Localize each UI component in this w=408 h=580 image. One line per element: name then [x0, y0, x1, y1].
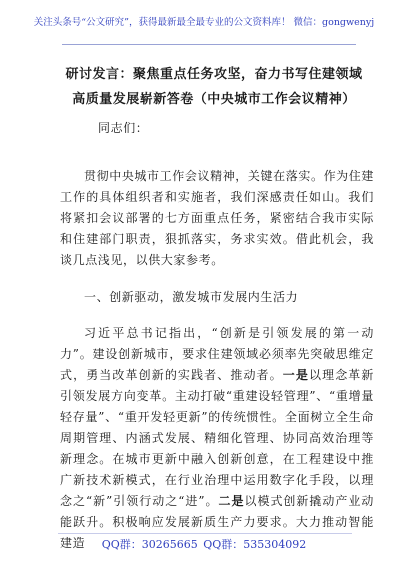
- bold-marker-1: 一是: [282, 368, 309, 382]
- body-text-1: 习近平总书记指出，“创新是引领发展的第一动力”。建设创新城市，要求住建领域必须率先突破思维定式，勇当改革创新的实践者、推动者。: [60, 326, 374, 382]
- footer-divider: [58, 533, 352, 534]
- body-text-3: 以模式创新撬动产业动能跃升。积极响应发展新质生产力要求。大力推动智能建造: [60, 494, 374, 550]
- footer-contact: QQ群：30265665 QQ群：535304092: [101, 538, 307, 551]
- header-notice: 关注头条号“公文研究”，获得最新最全最专业的公文资料库！ 微信：gongwenyj: [33, 17, 375, 28]
- body-paragraph: [60, 323, 374, 554]
- header-divider: [62, 44, 356, 45]
- document-body: [60, 118, 374, 554]
- bold-marker-2: 二是: [218, 494, 245, 508]
- salutation: 同志们：: [98, 121, 149, 135]
- section-heading: 一、创新驱动，激发城市发展内生活力: [84, 290, 299, 304]
- page-footer: [0, 530, 408, 570]
- document-title: 研讨发言：聚焦重点任务攻坚，奋力书写住建领域高质量发展崭新答卷（中央城市工作会议精神）: [65, 67, 363, 107]
- body-text-2: 以理念革新引领发展方向变革。主动打破“重建设轻管理”、“重增量轻存量”、“重开发轻更新”的传统惯性。全面树立全生命周期管理、内涵式发展、精细化管理、协同高效治理等新理念。在城市更新中融入创新创意，在工程建设中推广新技术新模式，在行业治理中运用数字化手段，以理念之“新”引领行动之“进”。: [60, 368, 374, 508]
- intro-paragraph: 贯彻中央城市工作会议精神，关键在落实。作为住建工作的具体组织者和实施者，我们深感责任如山。我们将紧扣会议部署的七方面重点任务，紧密结合我市实际和住建部门职责，狠抓落实，务求实效。借此机会，我谈几点浅见，以供大家参考。: [60, 169, 374, 267]
- page-header: [0, 0, 408, 52]
